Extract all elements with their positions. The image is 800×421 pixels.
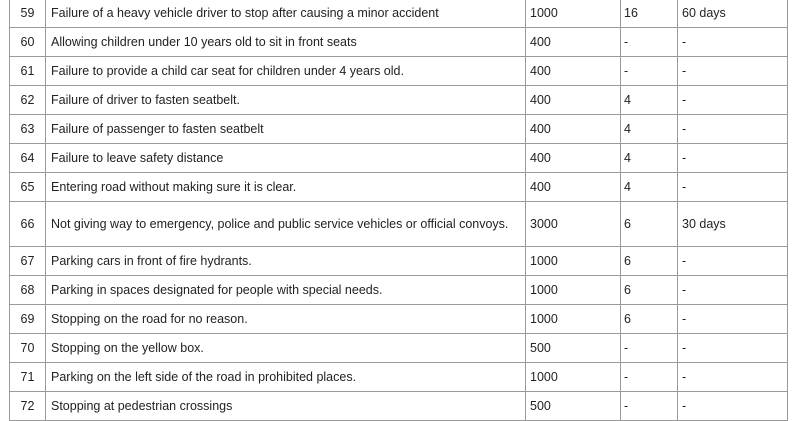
table-row xyxy=(10,363,788,392)
table-row xyxy=(10,115,788,144)
violation-description: Failure of a heavy vehicle driver to stop after causing a minor accident xyxy=(46,0,526,28)
violation-fine: 400 xyxy=(526,144,621,173)
violation-description: Failure of passenger to fasten seatbelt xyxy=(46,115,526,144)
violation-impound: - xyxy=(678,57,788,86)
violation-fine: 500 xyxy=(526,334,621,363)
violation-fine: 1000 xyxy=(526,0,621,28)
table-row xyxy=(10,276,788,305)
violation-impound: - xyxy=(678,115,788,144)
violation-impound: - xyxy=(678,173,788,202)
violation-description: Failure of driver to fasten seatbelt. xyxy=(46,86,526,115)
violation-description: Allowing children under 10 years old to sit in front seats xyxy=(46,28,526,57)
violation-number: 67 xyxy=(10,247,46,276)
violation-description: Stopping on the yellow box. xyxy=(46,334,526,363)
violation-impound: - xyxy=(678,28,788,57)
violation-fine: 500 xyxy=(526,392,621,421)
violation-description: Entering road without making sure it is clear. xyxy=(46,173,526,202)
violation-description: Parking in spaces designated for people with special needs. xyxy=(46,276,526,305)
violation-number: 63 xyxy=(10,115,46,144)
violation-fine: 1000 xyxy=(526,247,621,276)
violation-points: 16 xyxy=(621,0,678,28)
violation-impound: - xyxy=(678,363,788,392)
violation-number: 68 xyxy=(10,276,46,305)
violation-impound: 30 days xyxy=(678,202,788,247)
violation-fine: 400 xyxy=(526,173,621,202)
violation-impound: - xyxy=(678,144,788,173)
violation-description: Failure to leave safety distance xyxy=(46,144,526,173)
violation-points: 4 xyxy=(621,173,678,202)
violation-number: 69 xyxy=(10,305,46,334)
violation-number: 66 xyxy=(10,202,46,247)
violation-points: 4 xyxy=(621,86,678,115)
violation-points: - xyxy=(621,28,678,57)
violation-impound: - xyxy=(678,247,788,276)
violation-points: 6 xyxy=(621,305,678,334)
violation-description: Stopping at pedestrian crossings xyxy=(46,392,526,421)
violation-points: - xyxy=(621,392,678,421)
violation-impound: - xyxy=(678,334,788,363)
violation-number: 72 xyxy=(10,392,46,421)
table-row xyxy=(10,305,788,334)
table-row xyxy=(10,144,788,173)
violation-points: - xyxy=(621,363,678,392)
violation-fine: 400 xyxy=(526,57,621,86)
violation-description: Parking cars in front of fire hydrants. xyxy=(46,247,526,276)
table-row xyxy=(10,173,788,202)
violation-points: 6 xyxy=(621,202,678,247)
violation-fine: 1000 xyxy=(526,305,621,334)
table-row xyxy=(10,28,788,57)
violation-description: Parking on the left side of the road in prohibited places. xyxy=(46,363,526,392)
violation-description: Stopping on the road for no reason. xyxy=(46,305,526,334)
violation-impound: - xyxy=(678,392,788,421)
violations-table-wrap xyxy=(9,0,787,421)
table-row xyxy=(10,57,788,86)
table-row xyxy=(10,334,788,363)
violation-number: 62 xyxy=(10,86,46,115)
violation-number: 71 xyxy=(10,363,46,392)
violation-number: 61 xyxy=(10,57,46,86)
violation-fine: 3000 xyxy=(526,202,621,247)
table-row xyxy=(10,0,788,28)
violation-impound: - xyxy=(678,305,788,334)
violation-points: 4 xyxy=(621,144,678,173)
violations-table xyxy=(9,0,788,421)
table-row xyxy=(10,247,788,276)
table-row xyxy=(10,392,788,421)
table-row xyxy=(10,202,788,247)
violation-number: 60 xyxy=(10,28,46,57)
violation-fine: 400 xyxy=(526,115,621,144)
violation-impound: - xyxy=(678,276,788,305)
violation-points: 6 xyxy=(621,276,678,305)
violation-number: 65 xyxy=(10,173,46,202)
violation-points: - xyxy=(621,334,678,363)
violation-fine: 1000 xyxy=(526,363,621,392)
violation-fine: 1000 xyxy=(526,276,621,305)
violation-number: 70 xyxy=(10,334,46,363)
table-row xyxy=(10,86,788,115)
violation-impound: - xyxy=(678,86,788,115)
violation-description: Not giving way to emergency, police and public service vehicles or official convoys. xyxy=(46,202,526,247)
violation-points: - xyxy=(621,57,678,86)
violation-number: 59 xyxy=(10,0,46,28)
violation-fine: 400 xyxy=(526,86,621,115)
violation-number: 64 xyxy=(10,144,46,173)
violation-fine: 400 xyxy=(526,28,621,57)
violation-impound: 60 days xyxy=(678,0,788,28)
violation-description: Failure to provide a child car seat for children under 4 years old. xyxy=(46,57,526,86)
violation-points: 6 xyxy=(621,247,678,276)
violation-points: 4 xyxy=(621,115,678,144)
